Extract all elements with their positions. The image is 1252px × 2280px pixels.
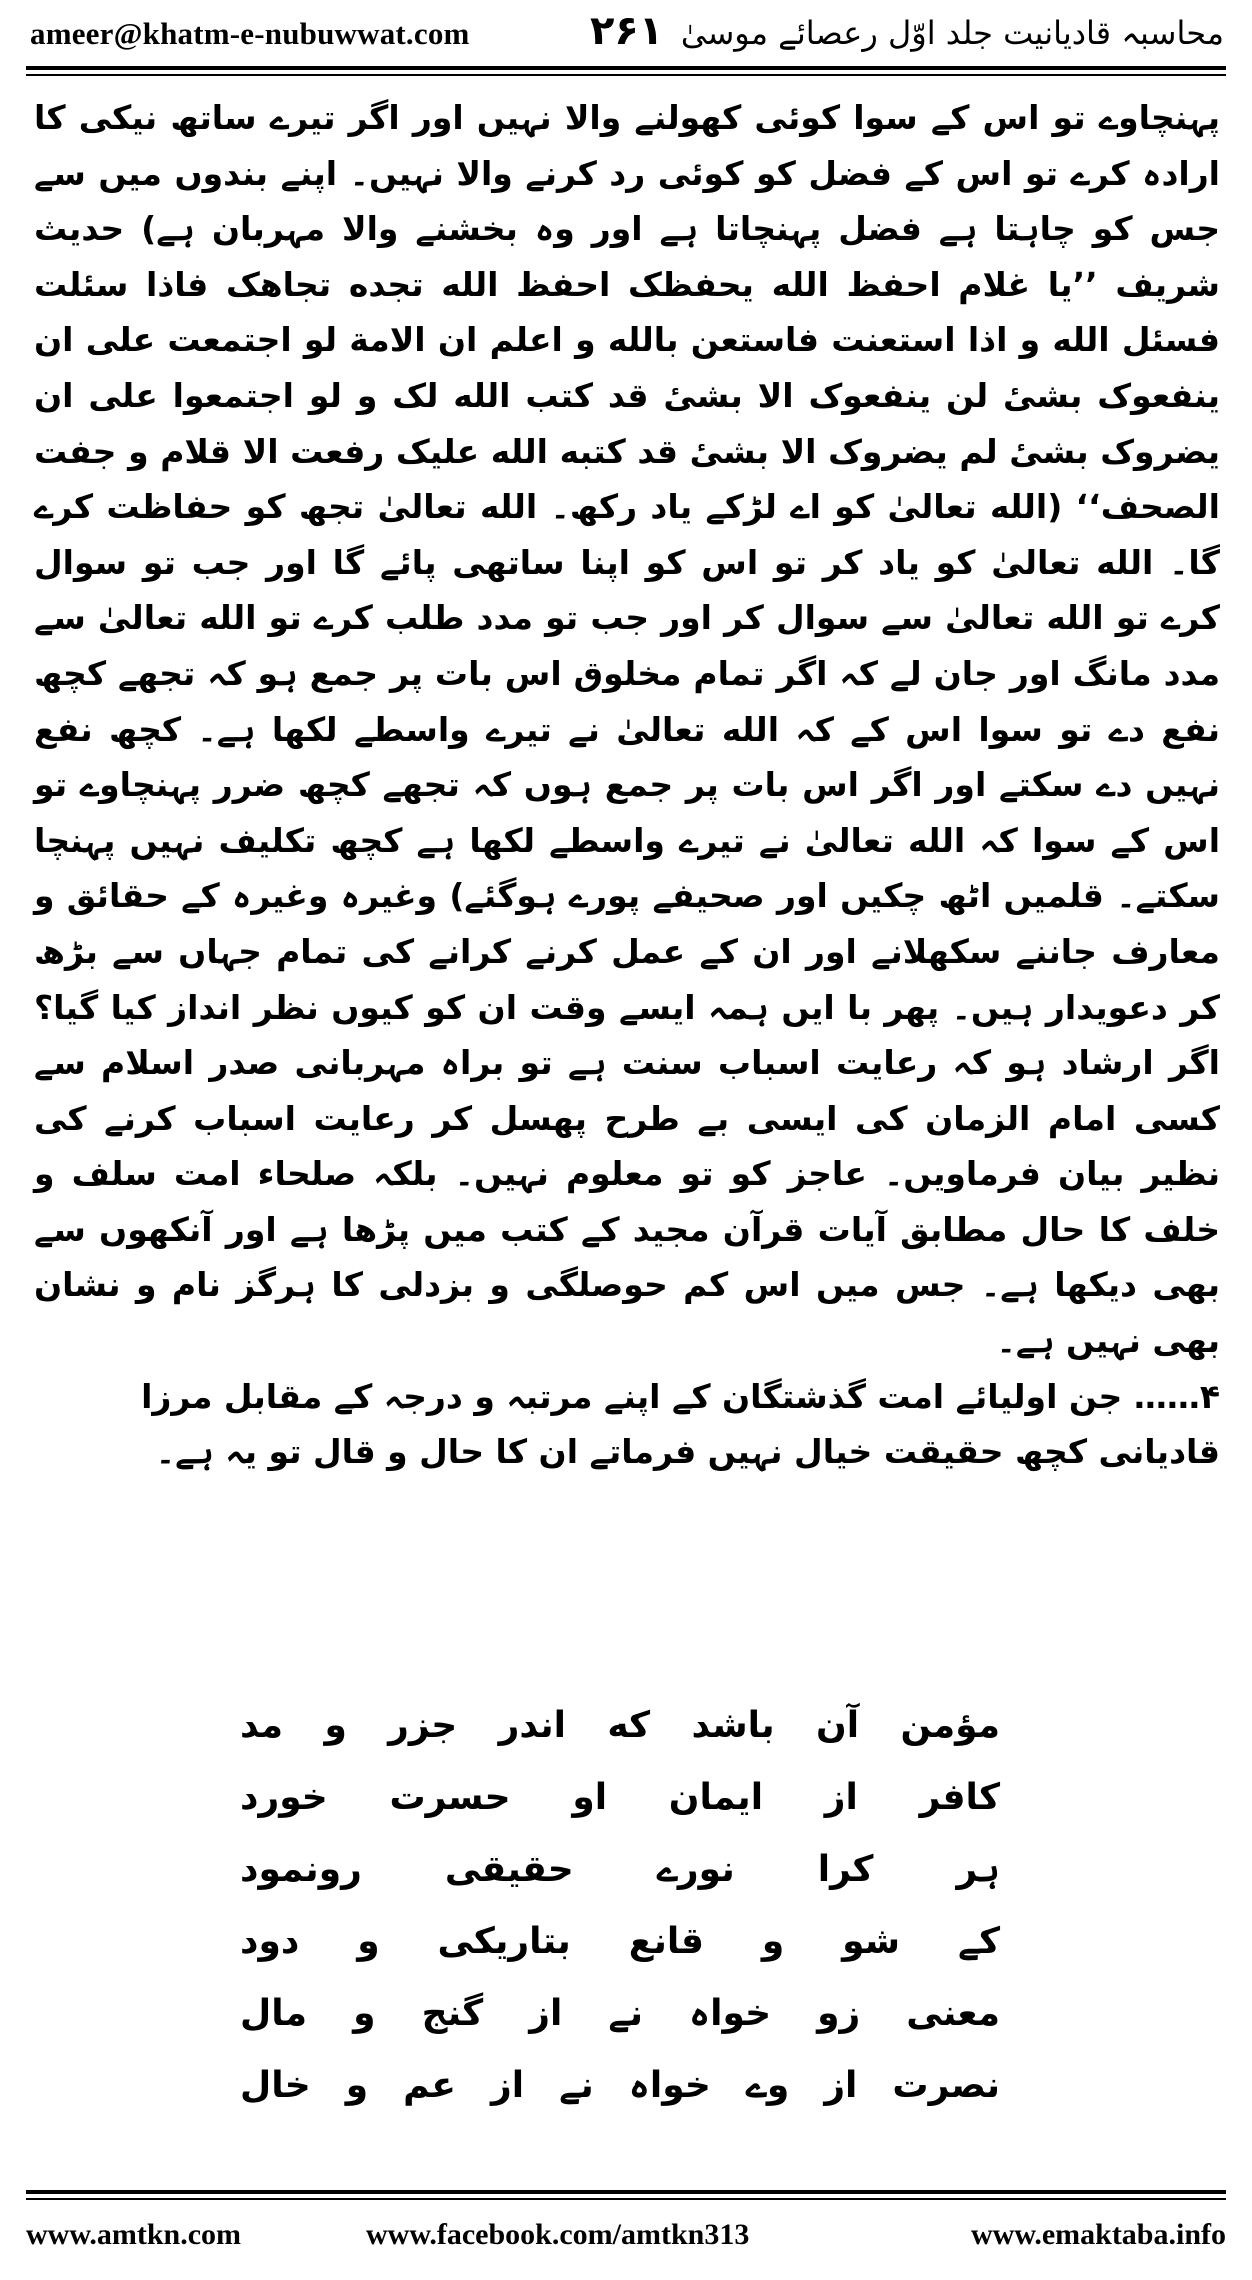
footer-link-facebook[interactable]: www.facebook.com/amtkn313 — [366, 2218, 750, 2251]
page-number: ۲۶۱ — [590, 8, 664, 54]
body-paragraph-point-4: ۴…… جن اولیائے امت گذشتگان کے اپنے مرتبہ و درجہ کے مقابل مرزا قادیانی کچھ حقیقت خیال نہیں فرماتے ان کا حال و قال تو یہ ہے۔ — [141, 1376, 1220, 1472]
header-rule-thick — [26, 66, 1226, 70]
poem-line: کے شو و قانع بتاریکی و دود — [240, 1921, 1000, 1962]
page-footer — [26, 2210, 1226, 2260]
footer-rule-thin — [26, 2198, 1226, 2200]
poem-line: نصرت از وے خواہ نے از عم و خال — [240, 2065, 1000, 2106]
body-paragraph: پہنچاوے تو اس کے سوا کوئی کھولنے والا نہیں اور اگر تیرے ساتھ نیکی کا ارادہ کرے تو اس کے فضل کو کوئی رد کرنے والا نہیں۔ اپنے بندوں میں سے جس کو چاہتا ہے فضل پہنچاتا ہے اور وہ بخشنے والا مہربان ہے) حدیث شریف ’’یا غلام احفظ الله یحفظک احفظ الله تجده تجاھک فاذا سئلت فسئل الله و اذا استعنت فاستعن بالله و اعلم ان الامة لو اجتمعت علی ان ینفعوک بشیٔ لن ینفعوک الا بشیٔ قد کتب الله لک و لو اجتمعوا علی ان یضروک بشیٔ لم یضروک الا بشیٔ قد کتبه الله علیک رفعت الا قلام و جفت الصحف‘‘ (الله تعالیٰ کو اے لڑکے یاد رکھ۔ الله تعالیٰ تجھ کو حفاظت کرے گا۔ الله تعالیٰ کو یاد کر تو اس کو اپنا ساتھی پائے گا اور جب تو سوال کرے تو الله تعالیٰ سے سوال کر اور جب تو مدد طلب کرے تو الله تعالیٰ سے مدد مانگ اور جان لے کہ اگر تمام مخلوق اس بات پر جمع ہو کہ تجھے کچھ نفع دے تو سوا اس کے کہ الله تعالیٰ نے تیرے واسطے لکھا ہے۔ کچھ نفع نہیں دے سکتے اور اگر اس بات پر جمع ہوں کہ تجھے کچھ ضرر پہنچاوے تو اس کے سوا کہ الله تعالیٰ نے تیرے واسطے لکھا ہے کچھ تکلیف نہیں پہنچا سکتے۔ قلمیں اٹھ چکیں اور صحیفے پورے ہوگئے) وغیرہ وغیرہ کے حقائق و معارف جاننے سکھلانے اور ان کے عمل کرنے کرانے کی تمام جہاں سے بڑھ کر دعویدار ہیں۔ پھر با ایں ہمہ ایسے وقت ان کو کیوں نظر انداز کیا گیا؟ اگر ارشاد ہو کہ رعایت اسباب سنت ہے تو براہ مہربانی صدر اسلام سے کسی امام الزمان کی ایسی بے طرح پھسل کر رعایت اسباب کرنے کی نظیر بیان فرماویں۔ عاجز کو تو معلوم نہیں۔ بلکہ صلحاء امت سلف و خلف کا حال مطابق آیات قرآن مجید کے کتب میں پڑھا ہے اور آنکھوں سے بھی دیکھا ہے۔ جس میں اس کم حوصلگی و بزدلی کا ہرگز نام و نشان بھی نہیں ہے۔ — [34, 98, 1220, 1361]
poem-line: ہر کرا نورے حقیقی رونمود — [240, 1849, 1000, 1890]
header-email: ameer@khatm-e-nubuwwat.com — [30, 16, 470, 51]
header-rule-thin — [26, 74, 1226, 76]
footer-link-amtkn[interactable]: www.amtkn.com — [26, 2218, 241, 2251]
footer-rule-thick — [26, 2190, 1226, 2194]
body-text — [34, 90, 1220, 1480]
book-title: محاسبہ قادیانیت جلد اوّل رعصائے موسیٰ — [680, 14, 1224, 52]
footer-link-emaktaba[interactable]: www.emaktaba.info — [970, 2218, 1226, 2251]
persian-poem — [240, 1690, 1000, 2122]
poem-line: معنی زو خواہ نے از گنج و مال — [240, 1993, 1000, 2034]
poem-line: مؤمن آن باشد که اندر جزر و مد — [240, 1705, 1000, 1746]
poem-line: کافر از ایمان او حسرت خورد — [240, 1777, 1000, 1818]
page-header — [20, 8, 1232, 60]
